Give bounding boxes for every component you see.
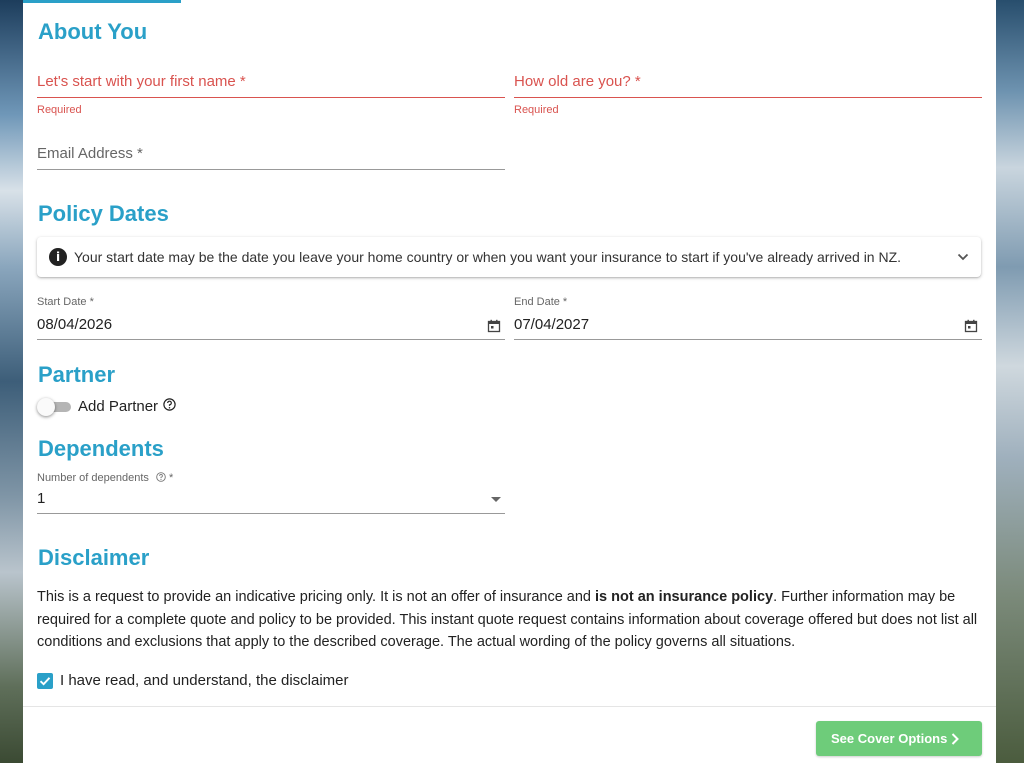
background-left [0,0,23,763]
help-circle-icon[interactable] [163,398,176,411]
disclaimer-text [37,586,983,654]
disclaimer-text-before: This is a request to provide an indicative pricing only. It is not an offer of insurance and [37,589,596,605]
see-cover-options-label: See Cover Options [831,731,948,746]
start-date-underline [37,339,505,340]
end-date-field[interactable] [514,314,982,340]
calendar-icon[interactable] [487,319,501,333]
age-label: How old are you? * [514,73,641,90]
info-text: Your start date may be the date you leave your home country or when you want your insurance to start if you've already arrived in NZ. [74,249,902,265]
active-tab-indicator [23,0,181,3]
start-date-label: Start Date * [37,296,94,308]
end-date-label: End Date * [514,296,568,308]
footer-divider [23,706,996,707]
disclaimer-checkbox[interactable] [37,673,53,689]
check-icon [39,675,51,687]
help-circle-icon[interactable] [156,472,166,482]
see-cover-options-button[interactable] [816,721,982,756]
disclaimer-text-bold: is not an insurance policy [595,589,774,605]
dependents-underline [37,513,505,514]
age-underline [514,97,982,98]
quote-form-card [23,0,996,763]
end-date-value: 07/04/2027 [514,316,590,333]
first-name-helper: Required [37,104,82,116]
section-title-about: About You [38,19,148,44]
toggle-thumb [37,398,55,416]
info-icon: i [49,248,67,266]
section-title-dependents: Dependents [38,436,164,461]
start-date-info-panel[interactable] [37,237,981,277]
section-title-policy-dates: Policy Dates [38,201,169,226]
disclaimer-text-after: . Further information may be required for a complete quote and policy to be provided. This instant quote request contains information about coverage offered but does not list all conditions and exclusions that apply to the described coverage. The actual wording of the policy governs all situations. [37,589,978,650]
dependents-value: 1 [37,490,46,507]
section-title-partner: Partner [38,362,116,387]
start-date-field[interactable] [37,314,505,340]
age-helper: Required [514,104,559,116]
chevron-right-icon [949,732,961,746]
first-name-field[interactable] [37,73,505,116]
chevron-down-icon[interactable] [955,249,971,265]
first-name-underline [37,97,505,98]
calendar-icon[interactable] [964,319,978,333]
end-date-underline [514,339,982,340]
add-partner-toggle[interactable] [37,398,73,416]
age-field[interactable] [514,73,982,116]
first-name-label: Let's start with your first name * [37,73,246,90]
email-label: Email Address * [37,145,143,162]
email-field[interactable] [37,145,505,170]
section-title-disclaimer: Disclaimer [38,545,150,570]
dependents-required-mark: * [169,472,174,484]
start-date-value: 08/04/2026 [37,316,113,333]
disclaimer-checkbox-label: I have read, and understand, the disclaimer [60,672,349,689]
email-underline [37,169,505,170]
add-partner-label: Add Partner [78,398,159,415]
dropdown-arrow-icon [491,497,501,502]
background-right [996,0,1024,763]
dependents-label: Number of dependents [37,472,149,484]
dependents-select[interactable] [37,488,505,514]
